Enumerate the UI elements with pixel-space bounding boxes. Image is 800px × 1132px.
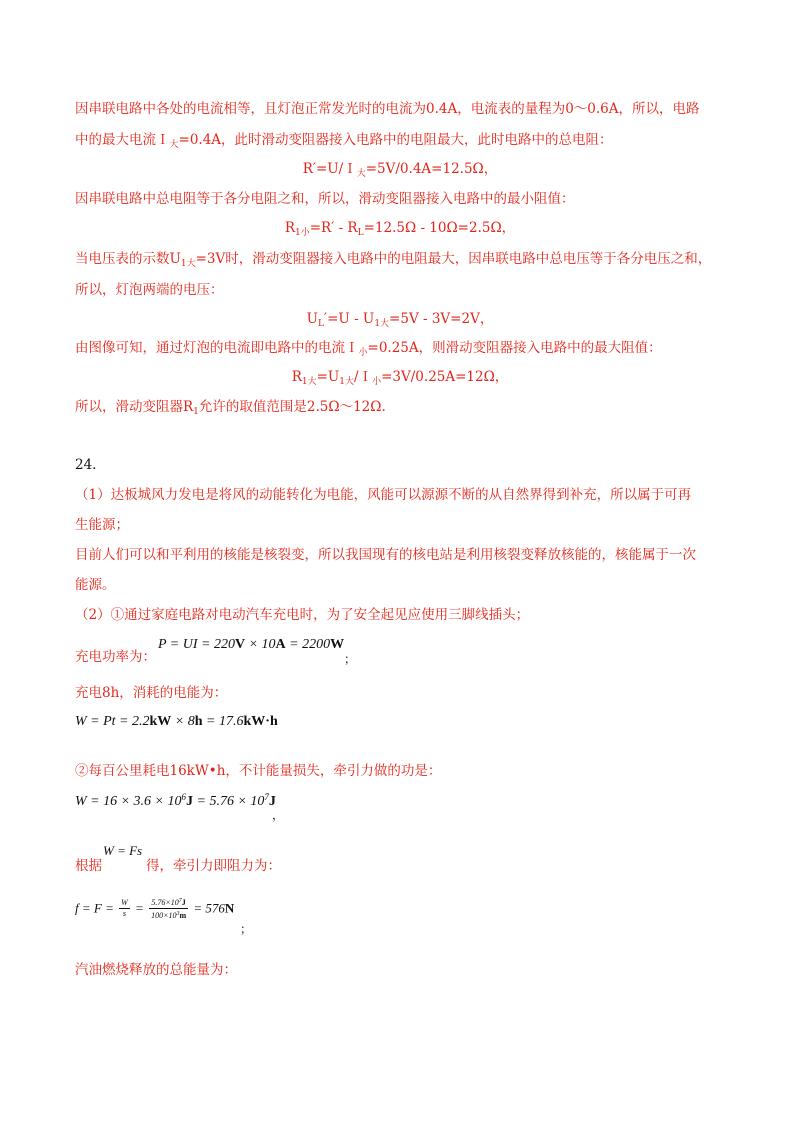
equation-total-resistance: R′=U/Ｉ$_大$=5V/0.4A=12.5Ω， bbox=[302, 161, 498, 179]
according-label: 根据 bbox=[75, 858, 102, 874]
power-label: 充电功率为： bbox=[75, 649, 156, 665]
solution-line-3: 因串联电路中总电阻等于各分电阻之和，所以，滑动变阻器接入电路中的最小阻值： bbox=[75, 191, 575, 207]
equation-min-resistance: $R_{1小}=R' - R_L=12.5\Omega - 10\Omega=2.5\Omega$， bbox=[284, 220, 516, 238]
answer-paragraph-2: 生能源； bbox=[75, 517, 129, 533]
formula-energy: W = Pt = 2.2kW × 8h = 17.6kW·h bbox=[75, 714, 278, 729]
formula-force: f = F = $\frac{W}{s}$ = $\frac{5.76\times 10^7J}{100\times 10^3m}$ = 576N bbox=[75, 898, 235, 920]
solution-line-5: 所以，灯泡两端的电压： bbox=[75, 282, 224, 298]
semicolon-mark: ； bbox=[344, 652, 357, 666]
answer-paragraph-5: （2）①通过家庭电路对电动汽车充电时，为了安全起见应使用三脚线插头； bbox=[75, 607, 530, 623]
total-energy-label: 汽油燃烧释放的总能量为： bbox=[75, 962, 237, 978]
answer-paragraph-1: （1）达板城风力发电是将风的动能转化为电能，风能可以源源不断的从自然界得到补充，所以属于可再 bbox=[75, 487, 692, 503]
work-label: ②每百公里耗电16kW•h，不计能量损失，牵引力做的功是： bbox=[75, 763, 442, 779]
equation-bulb-voltage: $U_L'=U - U_{1大}=5V - 3V=2V$， bbox=[306, 311, 494, 329]
formula-power: P = UI = 220V × 10A = 2200W bbox=[158, 637, 345, 652]
solution-line-7: 所以，滑动变阻器$R_1$允许的取值范围是2.5Ω～12Ω. bbox=[75, 399, 386, 417]
formula-work: $W = 16 \times 3.6 \times 10^6J = 5.76 \times 10^7J$ bbox=[75, 792, 276, 809]
comma-mark: ， bbox=[272, 808, 285, 822]
answer-paragraph-3: 目前人们可以和平利用的核能是核裂变，所以我国现有的核电站是利用核裂变释放核能的，核能属于一次 bbox=[75, 547, 696, 563]
solution-line-2: 中的最大电流Ｉ$_大$=0.4A，此时滑动变阻器接入电路中的电阻最大，此时电路中的总电阻： bbox=[75, 132, 613, 150]
equation-max-resistance: $R_{1大}=U_{1大}/I_小=3V/0.25A=12\Omega$， bbox=[291, 369, 509, 387]
solution-line-4: 当电压表的示数$U_{1大}=3V$时，滑动变阻器接入电路中的电阻最大，因串联电路中总电压等于各分电压之和， bbox=[75, 251, 712, 269]
question-number: 24. bbox=[75, 457, 97, 473]
semicolon-mark-2: ； bbox=[240, 922, 253, 936]
answer-paragraph-4: 能源。 bbox=[75, 577, 116, 593]
energy-label: 充电8h，消耗的电能为： bbox=[75, 685, 228, 701]
formula-w-fs: W = Fs bbox=[103, 843, 143, 858]
force-label: 得，牵引力即阻力为： bbox=[146, 858, 281, 874]
solution-line-6: 由图像可知，通过灯泡的电流即电路中的电流Ｉ$_小$=0.25A，则滑动变阻器接入电路中的最大阻值： bbox=[75, 340, 662, 358]
solution-line-1: 因串联电路中各处的电流相等，且灯泡正常发光时的电流为0.4A，电流表的量程为0～0.6A，所以，电路 bbox=[75, 101, 700, 117]
